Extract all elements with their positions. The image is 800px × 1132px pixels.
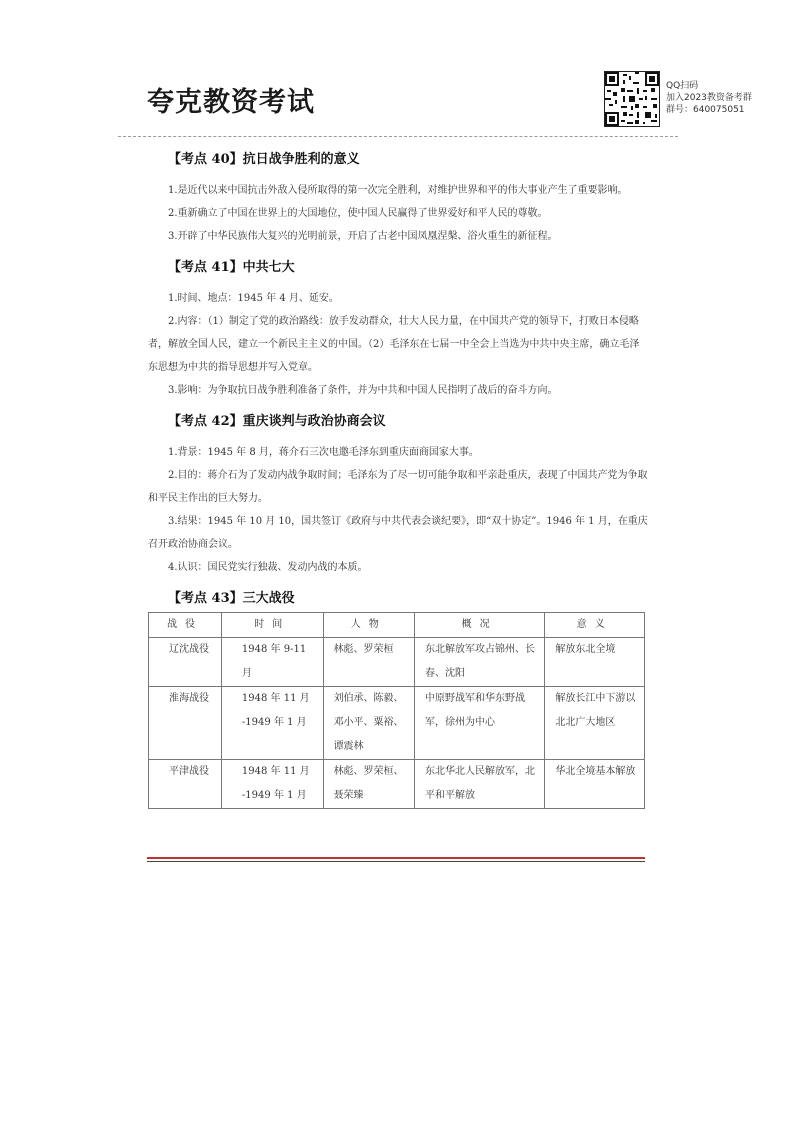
qr-caption-line: 群号：640075051 bbox=[666, 105, 745, 115]
table-cell: 中原野战军和华东野战军，徐州为中心 bbox=[414, 687, 544, 760]
table-header-cell: 战役 bbox=[149, 613, 222, 638]
table-cell: 1948 年 11 月 -1949 年 1 月 bbox=[221, 760, 323, 809]
footer-rule-red bbox=[147, 857, 645, 859]
table-header-cell: 时间 bbox=[221, 613, 323, 638]
table-header-cell: 概况 bbox=[414, 613, 544, 638]
section-heading: 【考点 42】重庆谈判与政治协商会议 bbox=[168, 414, 386, 429]
table-cell: 东北华北人民解放军，北平和平解放 bbox=[414, 760, 544, 809]
qr-caption-line: 加入2023教资备考群 bbox=[666, 93, 752, 103]
footer-rule-dark bbox=[147, 861, 645, 862]
table-cell: 1948 年 11 月 -1949 年 1 月 bbox=[221, 687, 323, 760]
paragraph: 4.认识：国民党实行独裁、发动内战的本质。 bbox=[168, 562, 368, 573]
table-cell: 刘伯承、陈毅、邓小平、粟裕、谭震林 bbox=[323, 687, 414, 760]
paragraph: 1.背景：1945 年 8 月，蒋介石三次电邀毛泽东到重庆面商国家大事。 bbox=[168, 447, 479, 458]
table-cell: 东北解放军攻占锦州、长春、沈阳 bbox=[414, 638, 544, 687]
section-heading: 【考点 43】三大战役 bbox=[168, 591, 295, 606]
brand-logo-text: 夸克教资考试 bbox=[147, 87, 315, 118]
table-row bbox=[149, 638, 645, 687]
paragraph: 2.内容：（1）制定了党的政治路线：放手发动群众，壮大人民力量，在中国共产党的领导下，打败日本侵略者，解放全国人民，建立一个新民主主义的中国。（2）毛泽东在七届一中全会上当选为中共中央主席，确立毛泽东思想为中共的指导思想并写入党章。 bbox=[148, 316, 640, 373]
paragraph: 3.结果：1945 年 10 月 10，国共签订《政府与中共代表会谈纪要》，即“双十协定”。1946 年 1 月，在重庆召开政治协商会议。 bbox=[148, 516, 648, 550]
table-cell: 华北全境基本解放 bbox=[545, 760, 645, 809]
section-heading: 【考点 41】中共七大 bbox=[168, 260, 295, 275]
table-header-cell: 人物 bbox=[323, 613, 414, 638]
paragraph: 1.是近代以来中国抗击外敌入侵所取得的第一次完全胜利，对维护世界和平的伟大事业产生了重要影响。 bbox=[168, 185, 628, 196]
table-header-row bbox=[149, 613, 645, 638]
paragraph: 2.重新确立了中国在世界上的大国地位，使中国人民赢得了世界爱好和平人民的尊敬。 bbox=[168, 208, 548, 219]
table-row bbox=[149, 760, 645, 809]
table-cell: 解放东北全境 bbox=[545, 638, 645, 687]
table-cell: 林彪、罗荣桓、聂荣臻 bbox=[323, 760, 414, 809]
table-cell: 解放长江中下游以北北广大地区 bbox=[545, 687, 645, 760]
paragraph: 2.目的：蒋介石为了发动内战争取时间；毛泽东为了尽一切可能争取和平亲赴重庆，表现了中国共产党为争取和平民主作出的巨大努力。 bbox=[148, 470, 648, 504]
qr-caption-line: QQ扫码 bbox=[666, 81, 699, 91]
campaigns-table bbox=[148, 612, 645, 809]
qr-caption bbox=[666, 80, 752, 116]
header-divider bbox=[118, 136, 678, 137]
table-cell: 辽沈战役 bbox=[149, 638, 222, 687]
table-row bbox=[149, 687, 645, 760]
table-cell: 1948 年 9-11 月 bbox=[221, 638, 323, 687]
section-heading: 【考点 40】抗日战争胜利的意义 bbox=[168, 152, 360, 167]
table-cell: 平津战役 bbox=[149, 760, 222, 809]
qr-code-icon bbox=[604, 71, 660, 127]
table-cell: 淮海战役 bbox=[149, 687, 222, 760]
table-cell: 林彪、罗荣桓 bbox=[323, 638, 414, 687]
page-content bbox=[148, 148, 648, 809]
paragraph: 1.时间、地点：1945 年 4 月、延安。 bbox=[168, 293, 339, 304]
paragraph: 3.开辟了中华民族伟大复兴的光明前景，开启了古老中国凤凰涅槃、浴火重生的新征程。 bbox=[168, 231, 558, 242]
paragraph: 3.影响：为争取抗日战争胜利准备了条件，并为中共和中国人民指明了战后的奋斗方向。 bbox=[168, 385, 558, 396]
table-header-cell: 意义 bbox=[545, 613, 645, 638]
